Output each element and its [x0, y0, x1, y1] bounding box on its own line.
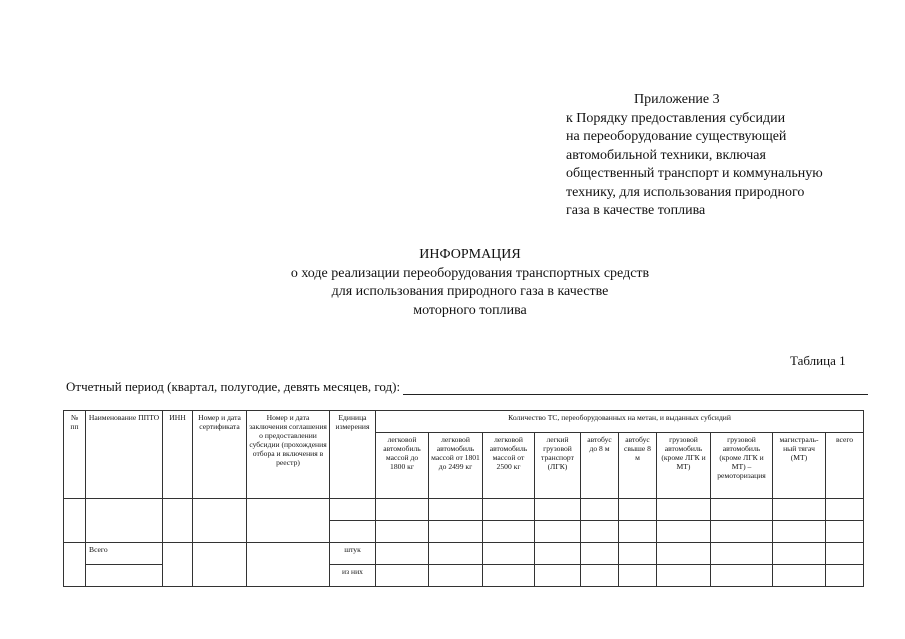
subheader-cell: грузовой автомобиль (кроме ЛГК и МТ) — [657, 433, 711, 499]
reporting-period-label: Отчетный период (квартал, полугодие, девять месяцев, год): — [66, 379, 401, 394]
table-cell[interactable] — [429, 565, 483, 587]
subheader-cell: грузовой автомобиль (кроме ЛГК и МТ) – ремоторизация — [711, 433, 773, 499]
table-cell[interactable] — [773, 565, 826, 587]
appendix-line: на переоборудование существующей — [566, 129, 787, 144]
document-subtitle-line: о ходе реализации переоборудования транспортных средств — [290, 265, 650, 281]
subheader-cell: автобус свыше 8 м — [619, 433, 657, 499]
report-table — [63, 410, 864, 587]
document-subtitle-line: для использования природного газа в качестве — [331, 284, 609, 299]
unit-cell: штук — [330, 543, 376, 565]
table-cell[interactable] — [247, 543, 330, 587]
table-cell[interactable] — [619, 565, 657, 587]
subheader-cell: легковой автомобиль массой от 2500 кг — [483, 433, 535, 499]
table-cell[interactable] — [535, 565, 581, 587]
reporting-period — [66, 379, 868, 395]
table-cell[interactable] — [826, 565, 864, 587]
table-cell[interactable] — [535, 543, 581, 565]
table-cell[interactable] — [711, 565, 773, 587]
table-cell[interactable] — [657, 543, 711, 565]
table-cell[interactable] — [773, 521, 826, 543]
table-cell[interactable] — [376, 565, 429, 587]
table-cell[interactable] — [376, 521, 429, 543]
appendix-title: Приложение 3 — [634, 92, 720, 107]
table-cell[interactable] — [483, 565, 535, 587]
table-cell[interactable] — [193, 499, 247, 543]
table-cell[interactable] — [826, 521, 864, 543]
header-vehicle-count-group: Количество ТС, переоборудованных на метан, и выданных субсидий — [376, 411, 864, 433]
subheader-cell: легкий грузовой транспорт (ЛГК) — [535, 433, 581, 499]
table-cell[interactable] — [376, 499, 429, 521]
table-cell[interactable] — [826, 543, 864, 565]
table-cell[interactable] — [86, 499, 163, 543]
table-row-total — [64, 543, 864, 565]
table-cell[interactable] — [657, 499, 711, 521]
appendix-line: технику, для использования природного — [566, 184, 805, 200]
table-cell[interactable] — [619, 499, 657, 521]
table-cell[interactable] — [64, 499, 86, 543]
reporting-period-field[interactable] — [403, 382, 868, 395]
table-cell[interactable] — [330, 521, 376, 543]
table-cell[interactable] — [376, 543, 429, 565]
document-title-block — [230, 246, 710, 320]
appendix-line: общественный транспорт и коммунальную — [566, 166, 823, 181]
subheader-cell: легковой автомобиль массой до 1800 кг — [376, 433, 429, 499]
table-cell[interactable] — [86, 565, 163, 587]
header-name: Наименование ППТО — [86, 411, 163, 499]
table-cell[interactable] — [711, 499, 773, 521]
table-row — [64, 499, 864, 521]
table-cell[interactable] — [429, 521, 483, 543]
table-cell[interactable] — [64, 543, 86, 587]
table-cell[interactable] — [619, 521, 657, 543]
table-cell[interactable] — [773, 499, 826, 521]
table-cell[interactable] — [483, 521, 535, 543]
subheader-cell: автобус до 8 м — [581, 433, 619, 499]
table-cell[interactable] — [657, 521, 711, 543]
table-cell[interactable] — [581, 499, 619, 521]
table-cell[interactable] — [163, 499, 193, 543]
table-cell[interactable] — [711, 521, 773, 543]
table-cell[interactable] — [163, 543, 193, 587]
subheader-cell: магистраль-ный тягач (МТ) — [773, 433, 826, 499]
table-cell[interactable] — [711, 543, 773, 565]
table-cell[interactable] — [581, 543, 619, 565]
appendix-line: к Порядку предоставления субсидии — [566, 110, 786, 126]
table-cell[interactable] — [429, 543, 483, 565]
document-heading: ИНФОРМАЦИЯ — [419, 247, 521, 262]
table-cell[interactable] — [826, 499, 864, 521]
table-cell[interactable] — [657, 565, 711, 587]
table-cell[interactable] — [429, 499, 483, 521]
header-inn: ИНН — [163, 411, 193, 499]
subheader-cell: легковой автомобиль массой от 1801 до 2499 кг — [429, 433, 483, 499]
appendix-line: автомобильной техники, включая — [566, 147, 766, 163]
table-cell[interactable] — [581, 521, 619, 543]
header-unit: Единица измерения — [330, 411, 376, 499]
unit-cell: из них — [330, 565, 376, 587]
header-agreement: Номер и дата заключения соглашения о предоставлении субсидии (прохождения отбора и включения в реестр) — [247, 411, 330, 499]
table-cell[interactable] — [773, 543, 826, 565]
table-cell[interactable] — [483, 543, 535, 565]
subheader-cell: всего — [826, 433, 864, 499]
appendix-block — [566, 91, 866, 221]
table-cell[interactable] — [193, 543, 247, 587]
table-cell[interactable] — [535, 521, 581, 543]
table-cell[interactable] — [535, 499, 581, 521]
table-cell[interactable] — [619, 543, 657, 565]
total-label: Всего — [86, 543, 163, 565]
header-num: № пп — [64, 411, 86, 499]
header-certificate: Номер и дата сертификата — [193, 411, 247, 499]
table-cell[interactable] — [581, 565, 619, 587]
document-subtitle-line: моторного топлива — [413, 302, 527, 318]
table-cell[interactable] — [330, 499, 376, 521]
appendix-line: газа в качестве топлива — [566, 203, 706, 218]
table-cell[interactable] — [247, 499, 330, 543]
table-cell[interactable] — [483, 499, 535, 521]
table-label: Таблица 1 — [790, 353, 846, 368]
